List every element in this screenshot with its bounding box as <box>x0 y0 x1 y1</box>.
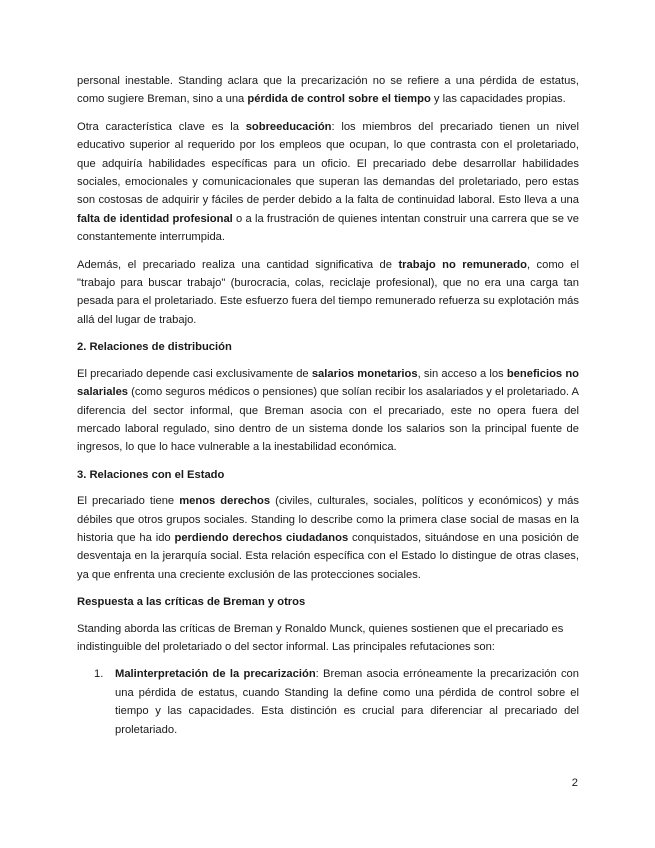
bold-run: falta de identidad profesional <box>77 212 233 225</box>
bold-run: beneficios no salariales <box>77 367 579 399</box>
text-run: (civiles, culturales, sociales, políticos y económicos) y más débiles que otros grupos sociales. Standing lo describe como la primera clase social de masas en la historia que ha ido <box>77 495 579 544</box>
text-run: (como seguros médicos o pensiones) que solían recibir los asalariados y el proletariado. A diferencia del sector informal, que Breman asocia con el precariado, este no opera fuera del mercado laboral regulado, sino dentro de un sistema donde los salarios son la principal fuente de ingresos, lo que lo hace vulnerable a la inestabilidad económica. <box>77 386 579 454</box>
paragraph-1 <box>77 72 579 109</box>
text-run: Además, el precariado realiza una cantidad significativa de <box>77 258 399 271</box>
bold-run: menos derechos <box>179 495 271 508</box>
text-run: Otra característica clave es la <box>77 120 246 133</box>
bold-run: perdiendo derechos ciudadanos <box>174 531 349 544</box>
paragraph-2 <box>77 118 579 247</box>
bold-run: salarios monetarios <box>311 367 418 380</box>
text-run: , como el "trabajo para buscar trabajo" (burocracia, colas, reciclaje profesional), que no era una carga tan pesada para el proletariado. Este esfuerzo fuera del tiempo remunerado refuerza su explotación más allá del lugar de trabajo. <box>77 258 580 326</box>
text-run: : Breman asocia erróneamente la precarización con una pérdida de estatus, cuando Standing la define como una pérdida de control sobre el tiempo y las capacidades. Esta distinción es crucial para diferenciar al precariado del proletariado. <box>115 668 579 736</box>
paragraph-3 <box>77 256 579 330</box>
refutations-list <box>77 665 579 739</box>
paragraph-6: Standing aborda las críticas de Breman y Ronaldo Munck, quienes sostienen que el precariado es indistinguible del proletariado o del sector informal. Las principales refutaciones son: <box>77 622 564 653</box>
section-heading-state: 3. Relaciones con el Estado <box>77 468 225 481</box>
text-run: o a la frustración de quienes intentan construir una carrera que se ve constantemente interrumpida. <box>77 212 580 244</box>
text-run: , sin acceso a los <box>417 367 507 380</box>
section-heading-distribution: 2. Relaciones de distribución <box>77 341 232 354</box>
bold-run: Malinterpretación de la precarización <box>115 668 316 681</box>
bold-run: sobreeducación <box>245 120 332 133</box>
page-number: 2 <box>571 777 578 789</box>
text-run: El precariado depende casi exclusivamente de <box>77 367 312 380</box>
bold-run: trabajo no remunerado <box>398 258 527 271</box>
text-run: y las capacidades propias. <box>430 93 566 106</box>
section-heading-response: Respuesta a las críticas de Breman y otros <box>77 596 306 609</box>
bold-run: pérdida de control sobre el tiempo <box>247 93 431 106</box>
text-run: El precariado tiene <box>77 495 180 508</box>
paragraph-5 <box>77 492 579 584</box>
list-number: 1. <box>94 668 104 681</box>
document-page <box>77 72 579 739</box>
paragraph-4 <box>77 365 579 457</box>
text-run: personal inestable. Standing aclara que la precarización no se refiere a una pérdida de estatus, como sugiere Breman, sino a una <box>77 75 579 106</box>
list-item <box>77 665 579 739</box>
text-run: conquistados, situándose en una posición de desventaja en la jerarquía social. Esta relación específica con el Estado lo distingue de otras clases, ya que enfrenta una creciente exclusión de las protecciones sociales. <box>77 531 580 581</box>
text-run: : los miembros del precariado tienen un nivel educativo superior al requerido por los empleos que ocupan, lo que contrasta con el proletariado, que adquiría habilidades específicas para un oficio. El precariado debe desarrollar habilidades sociales, emocionales y comunicacionales que superan las demandas del proletariado, pero estas son costosas de adquirir y fáciles de perder debido a la falta de continuidad laboral. Esto lleva a una <box>77 120 579 207</box>
